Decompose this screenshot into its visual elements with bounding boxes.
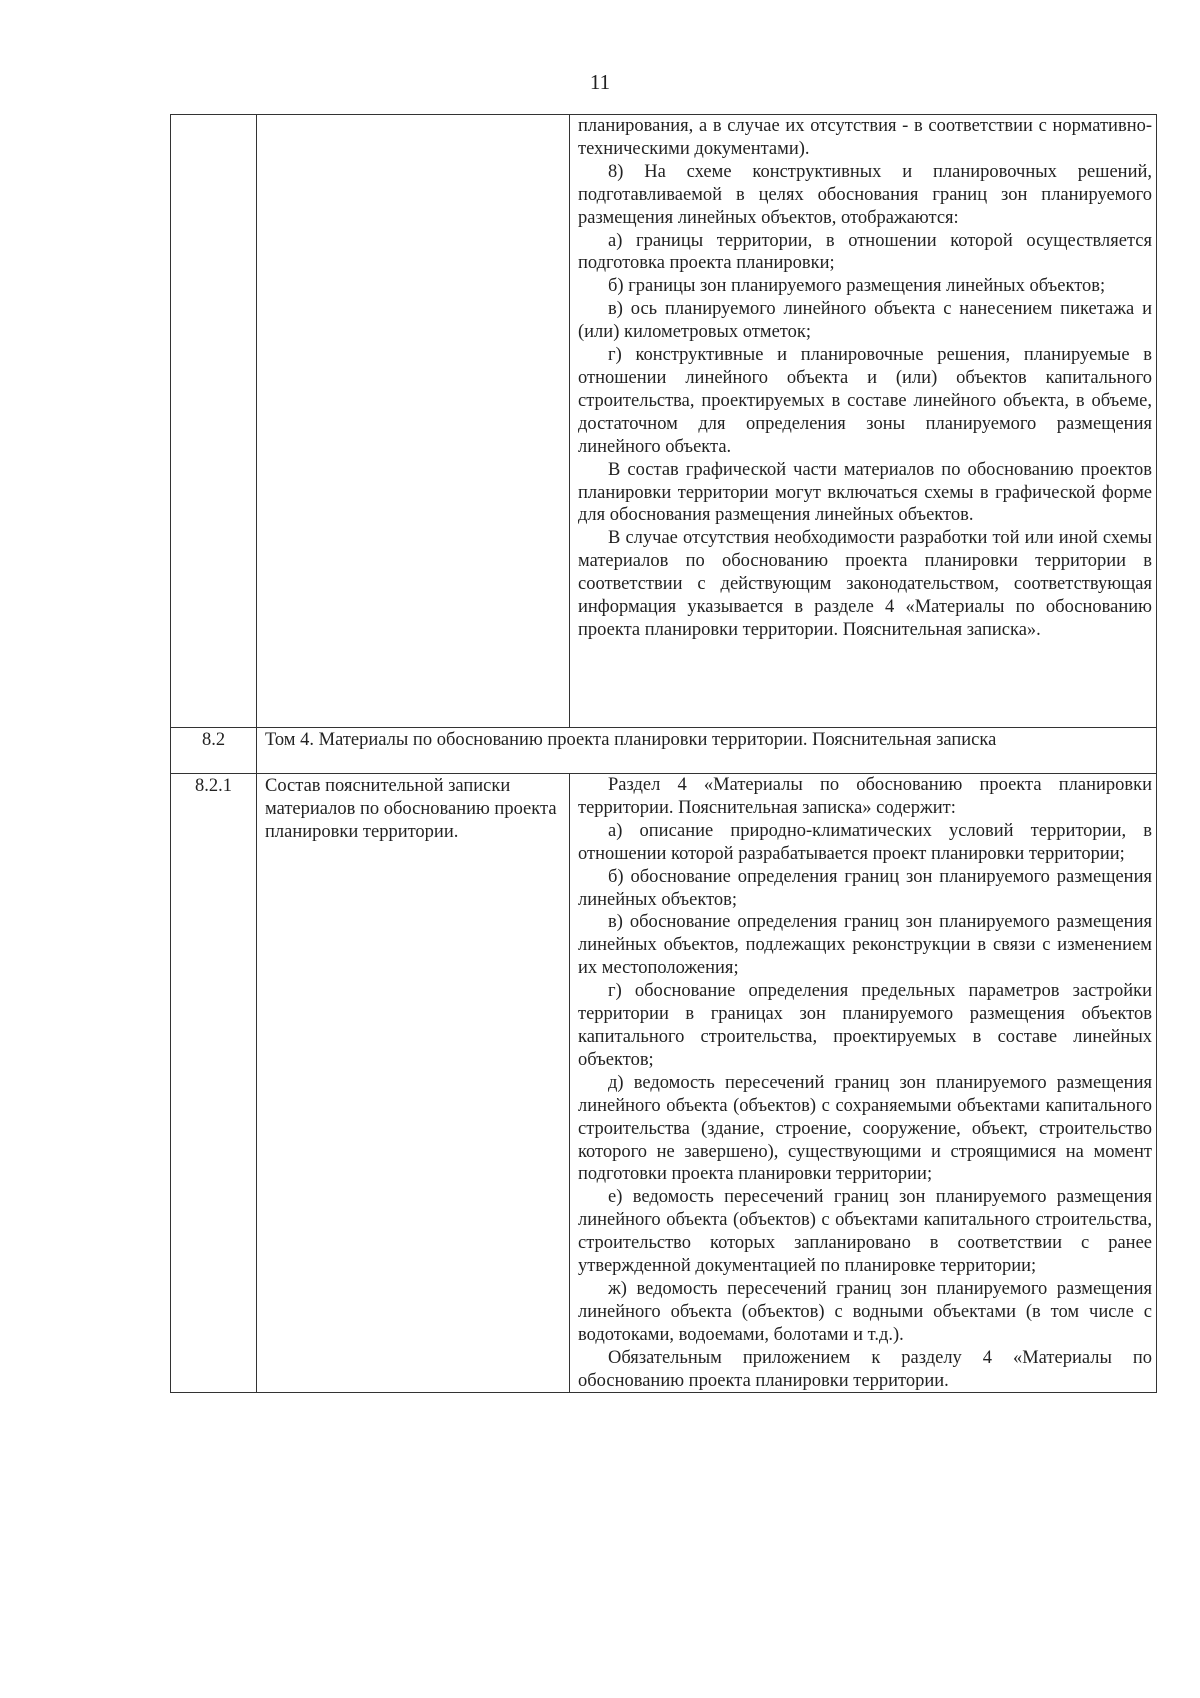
page-number: 11: [589, 70, 611, 94]
paragraph: в) обоснование определения границ зон планируемого размещения линейных объектов, подлежащих реконструкции в связи с изменением их местоположения;: [578, 912, 1152, 979]
table-row-8-2-1: [171, 774, 1157, 1393]
paragraph: Обязательным приложением к разделу 4 «Материалы по обоснованию проекта планировки территории.: [578, 1347, 1152, 1391]
section-name: Состав пояснительной записки материалов по обоснованию проекта планировки территории.: [257, 774, 570, 1393]
paragraph: 8) На схеме конструктивных и планировочных решений, подготавливаемой в целях обоснования границ зон планируемого размещения линейных объектов, отображаются:: [578, 161, 1152, 228]
section-number: 8.2: [171, 728, 257, 774]
number-cell: [171, 115, 257, 728]
requirements-table: [170, 114, 1157, 1393]
paragraph: а) границы территории, в отношении которой осуществляется подготовка проекта планировки;: [578, 230, 1152, 274]
paragraph: в) ось планируемого линейного объекта с нанесением пикетажа и (или) километровых отметок;: [578, 299, 1152, 343]
paragraph: г) обоснование определения предельных параметров застройки территории в границах зон планируемого размещения объектов капитального строительства, проектируемых в составе линейных объектов;: [578, 981, 1152, 1070]
paragraph: е) ведомость пересечений границ зон планируемого размещения линейного объекта (объектов) с объектами капитального строительства, строительство которых запланировано в соответствии с ранее утвержденной документацией по планировке территории;: [578, 1187, 1152, 1277]
paragraph: В состав графической части материалов по обоснованию проектов планировки территории могут включаться схемы в графической форме для обоснования размещения линейных объектов.: [578, 459, 1152, 526]
table-row-continuation: [171, 115, 1157, 728]
paragraph: Раздел 4 «Материалы по обоснованию проекта планировки территории. Пояснительная записка» содержит:: [578, 775, 1152, 818]
content-cell: [570, 115, 1157, 728]
section-title: Том 4. Материалы по обоснованию проекта планировки территории. Пояснительная записка: [257, 728, 1157, 774]
section-number: 8.2.1: [171, 774, 257, 1393]
paragraph: б) обоснование определения границ зон планируемого размещения линейных объектов;: [578, 866, 1152, 910]
paragraph: г) конструктивные и планировочные решения, планируемые в отношении линейного объекта и (или) объектов капитального строительства, проектируемых в составе линейного объекта, в объеме, достаточном для определения зоны планируемого размещения линейного объекта.: [578, 345, 1152, 457]
name-cell: [257, 115, 570, 728]
paragraph: б) границы зон планируемого размещения линейных объектов;: [608, 276, 1106, 297]
paragraph: В случае отсутствия необходимости разработки той или иной схемы материалов по обоснованию проекта планировки территории в соответствии с действующим законодательством, соответствующая информация указывается в разделе 4 «Материалы по обоснованию проекта планировки территории. Пояснительная записка».: [578, 528, 1152, 640]
table-row-8-2: [171, 728, 1157, 774]
paragraph: ж) ведомость пересечений границ зон планируемого размещения линейного объекта (объектов) с водными объектами (в том числе с водотоками, водоемами, болотами и т.д.).: [578, 1278, 1152, 1345]
paragraph: планирования, а в случае их отсутствия - в соответствии с нормативно-техническими документами).: [578, 116, 1152, 159]
paragraph: д) ведомость пересечений границ зон планируемого размещения линейного объекта (объектов) с сохраняемыми объектами капитального строительства (здание, строение, сооружение, объект, строительство которого не завершено), существующими и строящимися на момент подготовки проекта планировки территории;: [578, 1072, 1152, 1185]
content-cell: [570, 774, 1157, 1393]
paragraph: а) описание природно-климатических условий территории, в отношении которой разрабатывается проект планировки территории;: [578, 820, 1152, 864]
